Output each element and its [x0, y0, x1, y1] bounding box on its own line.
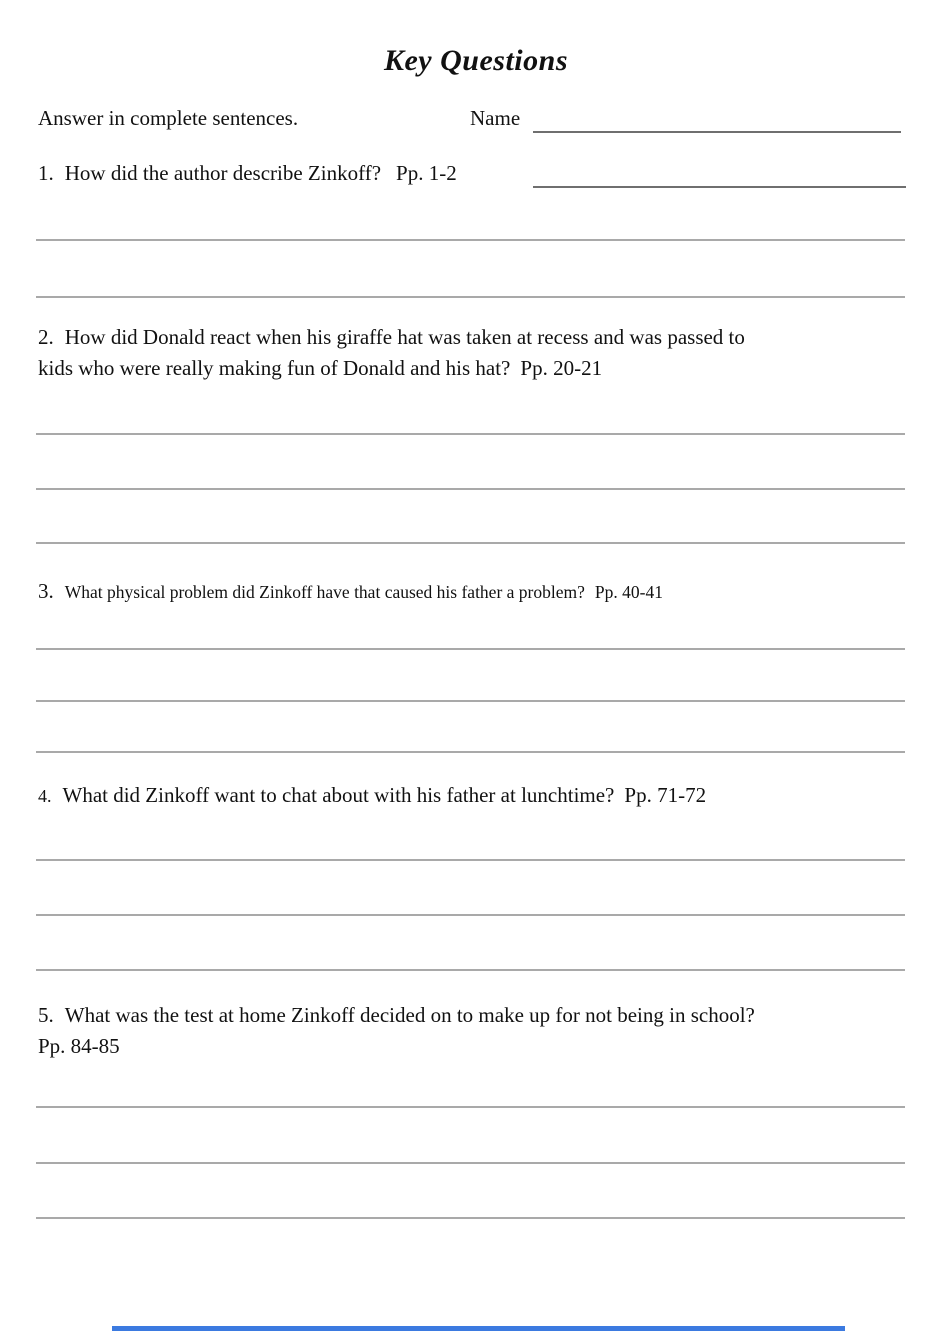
question-5: [38, 1000, 898, 1062]
name-label: Name: [470, 106, 521, 130]
question-number: 4.: [38, 786, 52, 806]
question-text: kids who were really making fun of Donald and his hat?: [38, 356, 511, 380]
question-pages: Pp. 84-85: [38, 1034, 120, 1058]
question-number: 2.: [38, 325, 54, 349]
question-number: 3.: [38, 579, 54, 603]
answer-line: [36, 239, 905, 241]
answer-line: [36, 488, 905, 490]
question-number: 5.: [38, 1003, 54, 1027]
question-text: How did Donald react when his giraffe hat was taken at recess and was passed to: [64, 325, 745, 349]
answer-line: [36, 1106, 905, 1108]
answer-line: [533, 186, 906, 188]
answer-line: [36, 1217, 905, 1219]
question-pages: Pp. 71-72: [624, 783, 707, 807]
answer-line: [36, 648, 905, 650]
answer-line: [36, 751, 905, 753]
answer-line: [36, 433, 905, 435]
page-title: Key Questions: [383, 44, 568, 77]
question-3: [38, 578, 663, 605]
question-number: 1.: [38, 161, 54, 185]
answer-line: [36, 700, 905, 702]
question-text: What physical problem did Zinkoff have that caused his father a problem?: [64, 582, 585, 602]
answer-line: [36, 914, 905, 916]
instruction-text: Answer in complete sentences.: [38, 106, 299, 130]
answer-line: [36, 542, 905, 544]
answer-line: [36, 1162, 905, 1164]
answer-line: [36, 969, 905, 971]
answer-line: [36, 859, 905, 861]
bottom-accent-bar: [112, 1326, 845, 1331]
question-4: [38, 782, 706, 809]
question-pages: Pp. 1-2: [396, 161, 457, 185]
question-pages: Pp. 20-21: [520, 356, 603, 380]
question-text: How did the author describe Zinkoff?: [64, 161, 382, 185]
name-blank-line: [533, 131, 901, 133]
question-pages: Pp. 40-41: [594, 582, 663, 602]
question-1: [38, 160, 457, 186]
question-2: [38, 322, 898, 384]
answer-line: [36, 296, 905, 298]
question-text: What did Zinkoff want to chat about with his father at lunchtime?: [62, 783, 615, 807]
question-text: What was the test at home Zinkoff decided on to make up for not being in school?: [64, 1003, 755, 1027]
